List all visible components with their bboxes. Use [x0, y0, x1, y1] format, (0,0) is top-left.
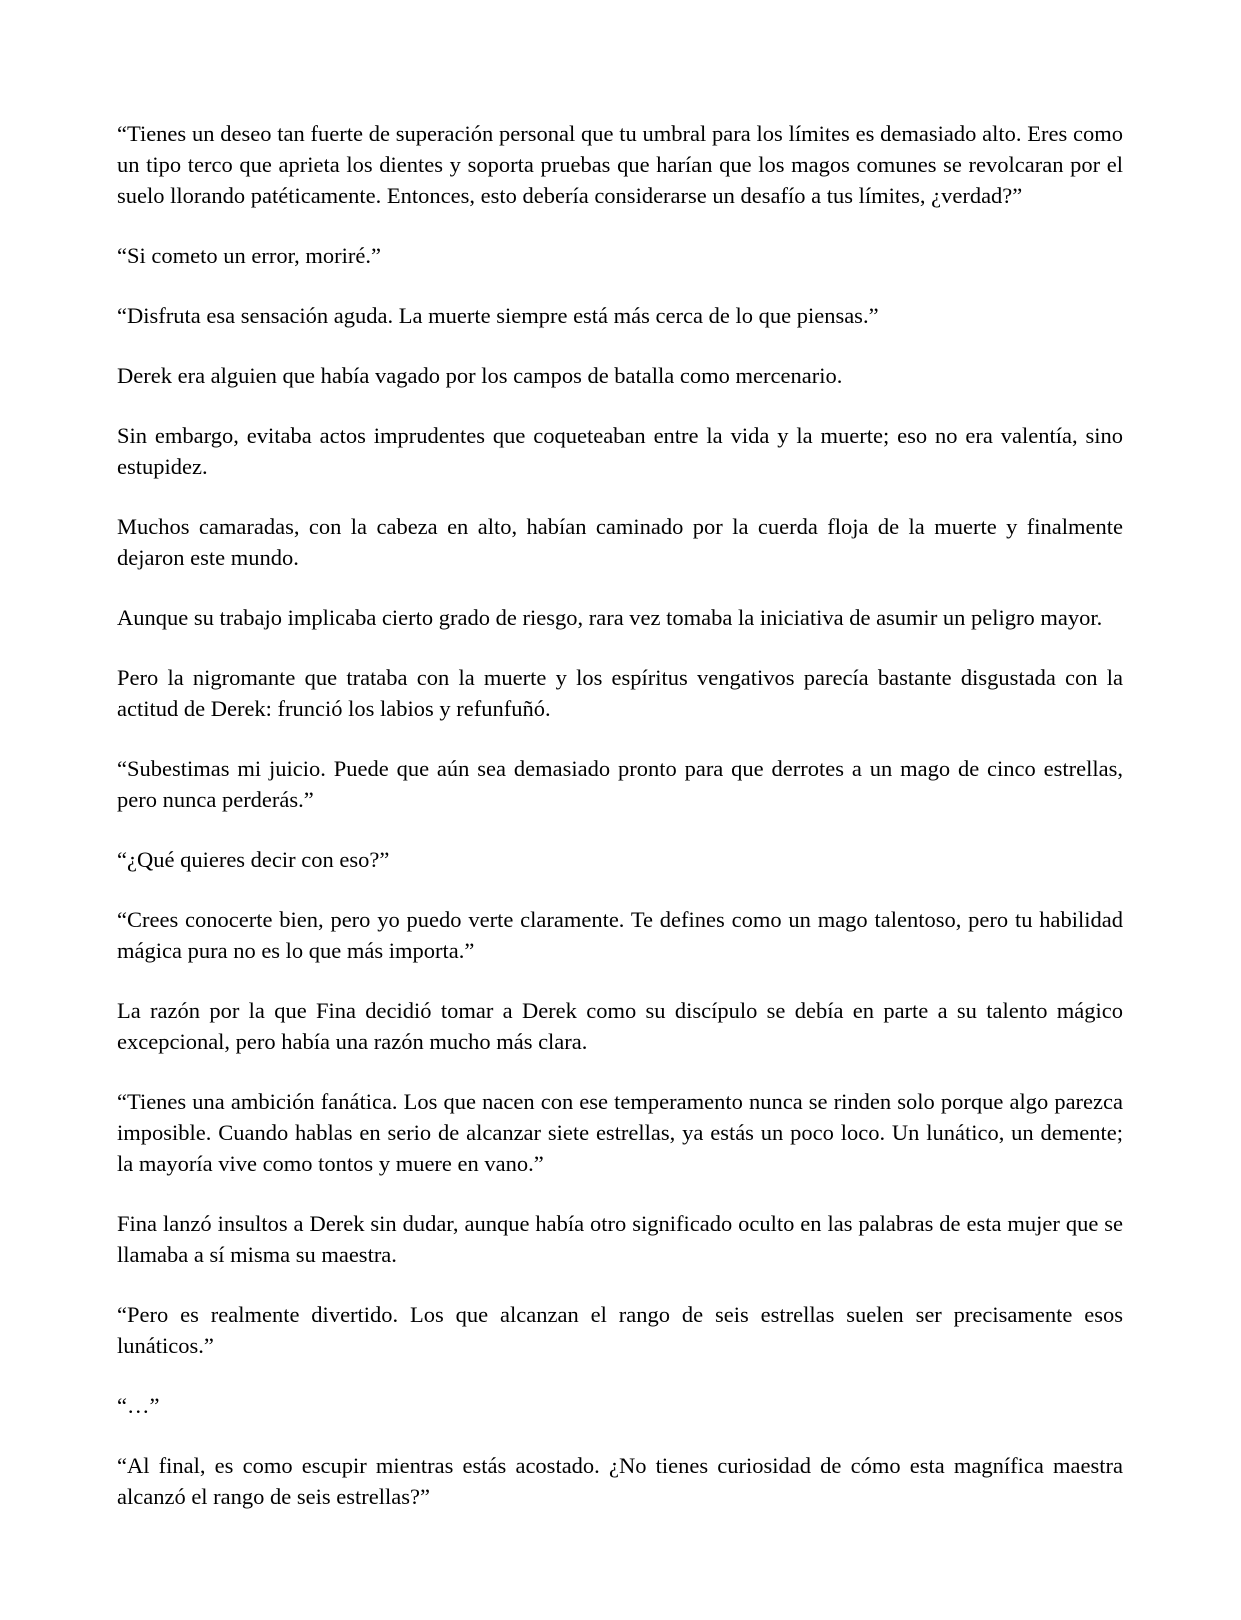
paragraph-4: Derek era alguien que había vagado por los campos de batalla como mercenario.: [117, 363, 843, 388]
paragraph-3: “Disfruta esa sensación aguda. La muerte siempre está más cerca de lo que piensas.”: [117, 303, 879, 328]
paragraph-13: “Tienes una ambición fanática. Los que nacen con ese temperamento nunca se rinden solo porque algo parezca imposible. Cuando hablas en serio de alcanzar siete estrellas, ya estás un poco loco. Un lunático, un demente; la mayoría vive como tontos y muere en vano.”: [117, 1089, 1123, 1176]
paragraph-17: “Al final, es como escupir mientras estás acostado. ¿No tienes curiosidad de cómo esta magnífica maestra alcanzó el rango de seis estrellas?”: [117, 1453, 1123, 1509]
paragraph-2: “Si cometo un error, moriré.”: [117, 243, 382, 268]
paragraph-14: Fina lanzó insultos a Derek sin dudar, aunque había otro significado oculto en las palabras de esta mujer que se llamaba a sí misma su maestra.: [117, 1211, 1123, 1267]
paragraph-9: “Subestimas mi juicio. Puede que aún sea demasiado pronto para que derrotes a un mago de cinco estrellas, pero nunca perderás.”: [117, 756, 1123, 812]
paragraph-8: Pero la nigromante que trataba con la muerte y los espíritus vengativos parecía bastante disgustada con la actitud de Derek: frunció los labios y refunfuñó.: [117, 665, 1123, 721]
paragraph-16: “…”: [117, 1393, 160, 1418]
paragraph-11: “Crees conocerte bien, pero yo puedo verte claramente. Te defines como un mago talentoso, pero tu habilidad mágica pura no es lo que más importa.”: [117, 907, 1123, 963]
paragraph-10: “¿Qué quieres decir con eso?”: [117, 847, 390, 872]
paragraph-6: Muchos camaradas, con la cabeza en alto, habían caminado por la cuerda floja de la muerte y finalmente dejaron este mundo.: [117, 514, 1123, 570]
paragraph-5: Sin embargo, evitaba actos imprudentes que coqueteaban entre la vida y la muerte; eso no era valentía, sino estupidez.: [117, 423, 1123, 479]
paragraph-7: Aunque su trabajo implicaba cierto grado de riesgo, rara vez tomaba la iniciativa de asumir un peligro mayor.: [117, 605, 1103, 630]
paragraph-1: “Tienes un deseo tan fuerte de superación personal que tu umbral para los límites es demasiado alto. Eres como un tipo terco que aprieta los dientes y soporta pruebas que harían que los magos comunes se revolcaran por el suelo llorando patéticamente. Entonces, esto debería considerarse un desafío a tus límites, ¿verdad?”: [117, 121, 1123, 208]
paragraph-15: “Pero es realmente divertido. Los que alcanzan el rango de seis estrellas suelen ser precisamente esos lunáticos.”: [117, 1302, 1123, 1358]
paragraph-12: La razón por la que Fina decidió tomar a Derek como su discípulo se debía en parte a su talento mágico excepcional, pero había una razón mucho más clara.: [117, 998, 1123, 1054]
document-page: [117, 118, 1123, 1512]
